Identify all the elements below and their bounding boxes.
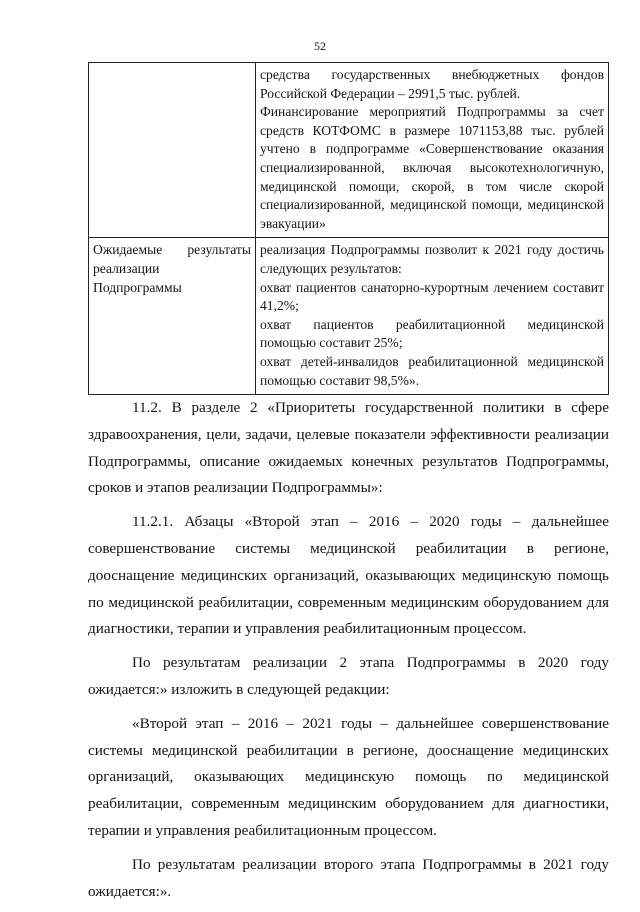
document-body <box>88 395 609 912</box>
table-row <box>89 63 609 238</box>
paragraph: По результатам реализации 2 этапа Подпрограммы в 2020 году ожидается:» изложить в следующей редакции: <box>88 654 609 698</box>
expected-result-item: охват детей-инвалидов реабилитационной медицинской помощью составит 98,5%». <box>260 353 604 388</box>
page-number: 52 <box>314 39 326 53</box>
table-cell-label <box>89 63 256 238</box>
expected-results-intro: реализация Подпрограммы позволит к 2021 году достичь следующих результатов: <box>260 242 604 276</box>
paragraph: «Второй этап – 2016 – 2021 годы – дальнейшее совершенствование системы медицинской реабилитации в регионе, дооснащение медицинских организаций, оказывающих медицинскую помощь по медицинской реабилитации, современным медицинским оборудованием для диагностики, терапии и управления реабилитационным процессом. <box>88 714 609 839</box>
financing-kotfoms-text: Финансирование мероприятий Подпрограммы за счет средств КОТФОМС в размере 1071153,88 тыс. рублей учтено в подпрограмме «Совершенствование оказания специализированной, включая высокотехнологичную, медицинской помощи, скорой, в том числе скорой специализированной, медицинской помощи, медицинской эвакуации» <box>260 104 604 231</box>
table-cell-value <box>256 63 609 238</box>
financing-extrabudgetary-text: средства государственных внебюджетных фондов Российской Федерации – 2991,5 тыс. рублей. <box>260 67 604 101</box>
expected-result-item: охват пациентов санаторно-курортным лечением составит 41,2%; <box>260 279 604 314</box>
table-cell-value <box>256 238 609 395</box>
paragraph: По результатам реализации второго этапа Подпрограммы в 2021 году ожидается:». <box>88 855 609 900</box>
program-passport-table <box>88 62 609 395</box>
paragraph: 11.2. В разделе 2 «Приоритеты государственной политики в сфере здравоохранения, цели, задачи, целевые показатели эффективности реализации Подпрограммы, описание ожидаемых конечных результатов Подпрограммы, сроков и этапов реализации Подпрограммы»: <box>88 399 609 497</box>
table-cell-label: Ожидаемые результаты реализации Подпрограммы <box>89 238 256 395</box>
paragraph: 11.2.1. Абзацы «Второй этап – 2016 – 2020 годы – дальнейшее совершенствование системы медицинской реабилитации в регионе, дооснащение медицинских организаций, оказывающих медицинскую помощь по медицинской реабилитации, современным медицинским оборудованием для диагностики, терапии и управления реабилитационным процессом. <box>88 513 609 638</box>
table-row <box>89 238 609 395</box>
expected-result-item: охват пациентов реабилитационной медицинской помощью составит 25%; <box>260 316 604 351</box>
